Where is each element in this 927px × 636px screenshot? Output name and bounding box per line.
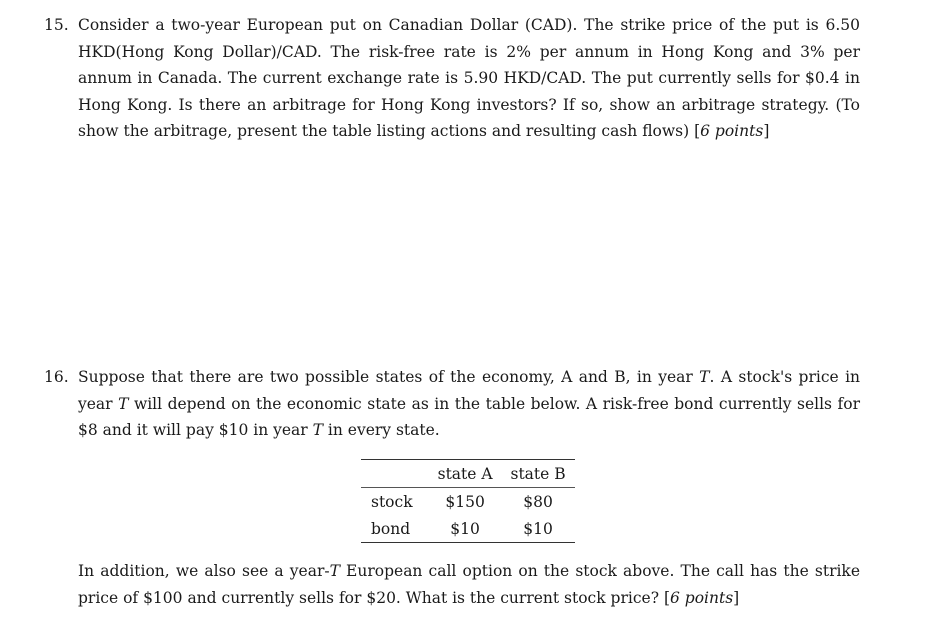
table-cell: $10 (429, 515, 501, 543)
table-header-state-a: state A (429, 460, 501, 488)
math-variable-T: T (312, 421, 323, 439)
question-16-followup (78, 558, 860, 611)
math-variable-T: T (329, 562, 340, 580)
points-bracket-close: ] (733, 588, 740, 607)
table-header-corner (361, 460, 429, 488)
points-label: 6 points (700, 122, 764, 140)
table-row-label: bond (361, 515, 429, 543)
text-segment: European call option on the stock above. The call has the strike price of $100 and currently sells for $20. What is the current stock price? (78, 562, 860, 607)
points-bracket-open: [ (663, 588, 670, 607)
question-number: 15. (44, 16, 69, 34)
table-header-row (361, 460, 575, 488)
table-cell: $80 (523, 492, 553, 511)
question-number: 16. (44, 368, 69, 386)
table-cell: $150 (445, 492, 485, 511)
table-row (361, 515, 575, 543)
math-variable-T: T (699, 368, 710, 386)
text-segment: Suppose that there are two possible states of the economy, A and B, in year (78, 368, 700, 386)
table-row-label: stock (371, 492, 413, 511)
text-segment: will depend on the economic state as in the table below. A risk-free bond currently sells for $8 and it will pay $10 in year (78, 394, 860, 439)
question-body: Consider a two-year European put on Canadian Dollar (CAD). The strike price of the put is 6.50 HKD(Hong Kong Dollar)/CAD. The risk-free rate is 2% per annum in Hong Kong and 3% per annum in Canada. The current exchange rate is 5.90 HKD/CAD. The put currently sells for $0.4 in Hong Kong. Is there an arbitrage for Hong Kong investors? If so, show an arbitrage strategy. (To show the arbitrage, present the table listing actions and resulting cash flows) (78, 16, 860, 140)
state-payoff-table (361, 459, 575, 543)
question-text (78, 364, 860, 444)
points-bracket-close: ] (763, 122, 770, 140)
math-variable-T: T (118, 394, 129, 413)
text-segment: in every state. (322, 421, 440, 439)
text-segment: . A stock's price in year (78, 368, 861, 413)
table-row (361, 488, 575, 516)
table-header-state-b: state B (501, 460, 575, 488)
points-bracket-open: [ (694, 122, 701, 140)
question-text (78, 12, 860, 145)
points-label: 6 points (670, 588, 734, 607)
table-cell: $10 (501, 515, 575, 543)
text-segment: In addition, we also see a year- (78, 562, 330, 580)
